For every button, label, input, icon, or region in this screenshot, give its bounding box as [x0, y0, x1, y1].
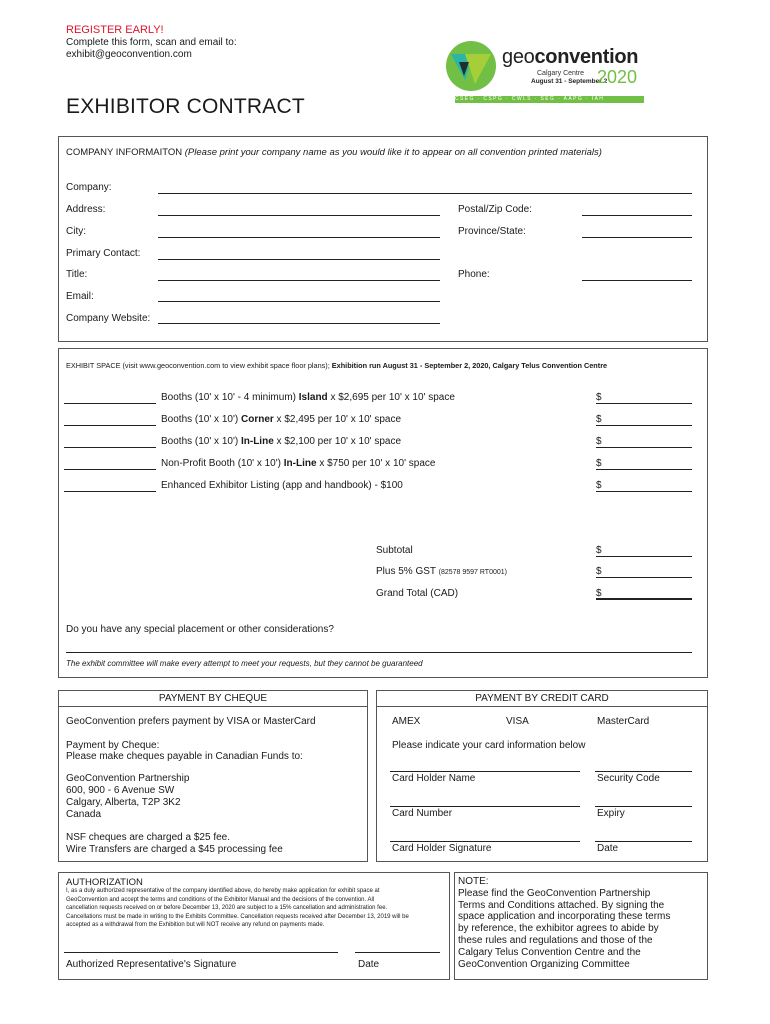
title-label: Title:	[66, 269, 88, 280]
note-text: NOTE: Please find the GeoConvention Partnership Terms and Conditions attached. By signing the space application and incorporating these terms by reference, the exhibitor agrees to abide by these rules and regulations and those of the Calgary Telus Convention Centre and the GeoConvention Organizing Committee	[458, 876, 671, 970]
logo-wordmark: geoconvention	[502, 46, 639, 68]
exhibit-item-dollar: $	[596, 480, 602, 491]
expiry-label: Expiry	[597, 808, 625, 819]
primary-contact-field[interactable]	[158, 259, 440, 260]
phone-label: Phone:	[458, 269, 490, 280]
grand-total-label: Grand Total (CAD)	[376, 588, 459, 599]
mastercard-option[interactable]: MasterCard	[597, 716, 650, 727]
subtotal-dollar: $	[596, 545, 602, 556]
amex-option[interactable]: AMEX	[392, 716, 421, 727]
province-field[interactable]	[582, 237, 692, 238]
exhibit-item-label: Enhanced Exhibitor Listing (app and handbook) - $100	[161, 480, 403, 491]
register-early-text: REGISTER EARLY!	[66, 24, 164, 36]
province-label: Province/State:	[458, 226, 526, 237]
address-label: Address:	[66, 204, 106, 215]
exhibit-item-label: Booths (10' x 10') Corner x $2,495 per 10' x 10' space	[161, 414, 402, 425]
cheque-address-line2: 600, 900 - 6 Avenue SW	[66, 785, 175, 796]
cheque-payment-line1: Payment by Cheque:	[66, 740, 160, 751]
website-label: Company Website:	[66, 313, 151, 324]
website-field[interactable]	[158, 323, 440, 324]
card-number-label: Card Number	[392, 808, 453, 819]
exhibit-amount-field[interactable]	[596, 403, 692, 404]
instruction-text: Complete this form, scan and email to:	[66, 37, 237, 48]
card-signature-label: Card Holder Signature	[392, 843, 492, 854]
page-title: EXHIBITOR CONTRACT	[66, 95, 305, 118]
exhibit-quantity-field[interactable]	[64, 469, 156, 470]
special-placement-field[interactable]	[66, 652, 692, 653]
primary-contact-label: Primary Contact:	[66, 248, 141, 259]
email-label: Email:	[66, 291, 94, 302]
cheque-heading: PAYMENT BY CHEQUE	[158, 693, 268, 704]
exhibit-item-dollar: $	[596, 458, 602, 469]
city-field[interactable]	[158, 237, 440, 238]
cheque-prefers-text: GeoConvention prefers payment by VISA or MasterCard	[66, 716, 316, 727]
wire-fee-text: Wire Transfers are charged a $45 processing fee	[66, 844, 283, 855]
card-signature-field[interactable]	[390, 841, 580, 842]
authorized-signature-label: Authorized Representative's Signature	[66, 959, 237, 970]
gst-field[interactable]	[596, 577, 692, 578]
logo-dates: August 31 - September 2	[531, 78, 608, 85]
nsf-fee-text: NSF cheques are charged a $25 fee.	[66, 832, 230, 843]
committee-note: The exhibit committee will make every attempt to meet your requests, but they cannot be guaranteed	[66, 659, 423, 668]
company-info-section	[58, 136, 708, 342]
security-code-label: Security Code	[597, 773, 660, 784]
company-field[interactable]	[158, 193, 692, 194]
exhibit-quantity-field[interactable]	[64, 403, 156, 404]
authorized-signature-field[interactable]	[64, 952, 338, 953]
card-number-field[interactable]	[390, 806, 580, 807]
authorization-date-field[interactable]	[355, 952, 440, 953]
card-holder-name-label: Card Holder Name	[392, 773, 476, 784]
cheque-payment-line2: Please make cheques payable in Canadian Funds to:	[66, 751, 303, 762]
gst-label: Plus 5% GST (82578 9597 RT0001)	[376, 566, 507, 577]
exhibit-amount-field[interactable]	[596, 447, 692, 448]
exhibit-amount-field[interactable]	[596, 469, 692, 470]
exhibit-amount-field[interactable]	[596, 491, 692, 492]
email-field[interactable]	[158, 301, 440, 302]
exhibit-quantity-field[interactable]	[64, 491, 156, 492]
grand-total-field[interactable]	[596, 598, 692, 600]
phone-field[interactable]	[582, 280, 692, 281]
subtotal-label: Subtotal	[376, 545, 413, 556]
postal-field[interactable]	[582, 215, 692, 216]
title-field[interactable]	[158, 280, 440, 281]
logo-mark-icon	[445, 40, 497, 92]
exhibit-item-dollar: $	[596, 414, 602, 425]
logo-year: 2020	[597, 67, 638, 87]
authorization-body: I, as a duly authorized representative of the company identified above, do hereby make application for exhibit space at GeoConvention and accept the terms and conditions of the Exhibitor Manual and the decisions of the convention. All cancellation requests received on or before December 13, 2020 are subject to a 15% cancellation and administration fee. Cancellations must be made in writing to the Exhibits Committee. Cancellation requests received after December 13, 2019 will be accepted as a withdrawal from the Exhibition but will NOT receive any refund on payments made.	[66, 888, 409, 929]
gst-dollar: $	[596, 566, 602, 577]
cheque-address-line1: GeoConvention Partnership	[66, 773, 190, 784]
exhibit-quantity-field[interactable]	[64, 425, 156, 426]
card-indicate-text: Please indicate your card information below	[392, 740, 586, 751]
address-field[interactable]	[158, 215, 440, 216]
security-code-field[interactable]	[595, 771, 692, 772]
exhibit-quantity-field[interactable]	[64, 447, 156, 448]
exhibit-item-dollar: $	[596, 392, 602, 403]
grand-total-dollar: $	[596, 588, 602, 599]
expiry-field[interactable]	[595, 806, 692, 807]
visa-option[interactable]: VISA	[506, 716, 529, 727]
special-placement-question: Do you have any special placement or other considerations?	[66, 624, 334, 635]
card-holder-name-field[interactable]	[390, 771, 580, 772]
cheque-heading-divider	[58, 706, 368, 707]
company-label: Company:	[66, 182, 112, 193]
card-heading-divider	[376, 706, 708, 707]
company-heading: COMPANY INFORMAITON (Please print your company name as you would like it to appear on all convention printed materials)	[66, 147, 602, 158]
exhibit-item-dollar: $	[596, 436, 602, 447]
contact-email-link[interactable]: exhibit@geoconvention.com	[66, 49, 192, 60]
exhibit-item-label: Booths (10' x 10') In-Line x $2,100 per 10' x 10' space	[161, 436, 402, 447]
authorization-heading: AUTHORIZATION	[66, 877, 143, 888]
city-label: City:	[66, 226, 86, 237]
logo-venue: Calgary Centre	[537, 70, 585, 77]
exhibit-item-label: Booths (10' x 10' - 4 minimum) Island x $2,695 per 10' x 10' space	[161, 392, 455, 403]
cheque-address-line4: Canada	[66, 809, 102, 820]
authorization-date-label: Date	[358, 959, 380, 970]
subtotal-field[interactable]	[596, 556, 692, 557]
logo-tagline: CSEG · CSPG · CWLS · SEG · AAPG · IAH	[455, 96, 644, 103]
cheque-address-line3: Calgary, Alberta, T2P 3K2	[66, 797, 181, 808]
card-date-field[interactable]	[595, 841, 692, 842]
postal-label: Postal/Zip Code:	[458, 204, 532, 215]
exhibit-item-label: Non-Profit Booth (10' x 10') In-Line x $750 per 10' x 10' space	[161, 458, 436, 469]
card-heading: PAYMENT BY CREDIT CARD	[475, 693, 609, 704]
exhibit-amount-field[interactable]	[596, 425, 692, 426]
exhibit-heading: EXHIBIT SPACE (visit www.geoconvention.com to view exhibit space floor plans); Exhibition run August 31 - September 2, 2020, Calgary Telus Convention Centre	[66, 361, 608, 370]
card-date-label: Date	[597, 843, 619, 854]
